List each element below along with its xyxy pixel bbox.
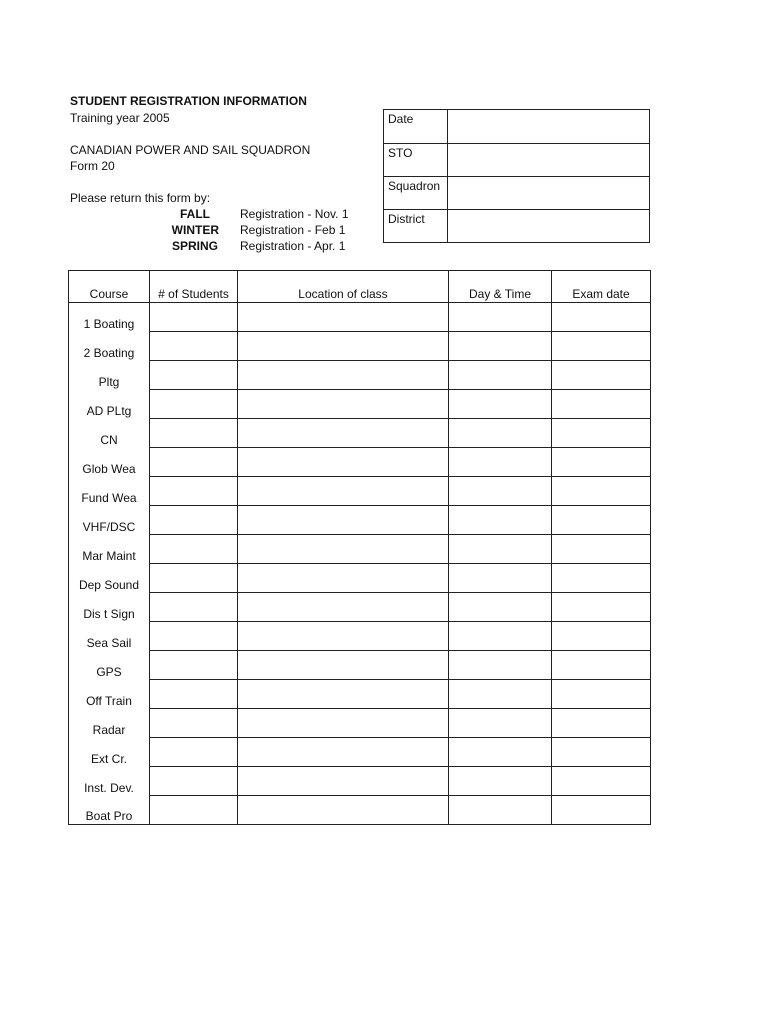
students-cell[interactable] — [150, 651, 238, 680]
students-cell[interactable] — [150, 332, 238, 361]
column-header-day-time: Day & Time — [449, 271, 552, 303]
location-cell[interactable] — [238, 593, 449, 622]
training-year: Training year 2005 — [70, 111, 170, 125]
table-row — [69, 419, 651, 448]
deadline-season-winter: WINTER — [171, 223, 219, 237]
location-cell[interactable] — [238, 303, 449, 332]
exam-date-cell[interactable] — [552, 738, 651, 767]
day-time-cell[interactable] — [449, 738, 552, 767]
course-name-cell: Inst. Dev. — [69, 767, 150, 796]
students-cell[interactable] — [150, 390, 238, 419]
exam-date-cell[interactable] — [552, 593, 651, 622]
course-name-cell: Ext Cr. — [69, 738, 150, 767]
course-table-body — [69, 303, 651, 825]
course-name-cell: Mar Maint — [69, 535, 150, 564]
course-name-cell: Sea Sail — [69, 622, 150, 651]
location-cell[interactable] — [238, 448, 449, 477]
students-cell[interactable] — [150, 593, 238, 622]
exam-date-cell[interactable] — [552, 303, 651, 332]
deadline-text-fall: Registration - Nov. 1 — [240, 207, 349, 221]
course-name-cell: Dis t Sign — [69, 593, 150, 622]
course-name-cell: Glob Wea — [69, 448, 150, 477]
course-name-cell: 1 Boating — [69, 303, 150, 332]
day-time-cell[interactable] — [449, 477, 552, 506]
day-time-cell[interactable] — [449, 651, 552, 680]
location-cell[interactable] — [238, 738, 449, 767]
info-label-date: Date — [384, 110, 448, 143]
day-time-cell[interactable] — [449, 390, 552, 419]
organization-name: CANADIAN POWER AND SAIL SQUADRON — [70, 143, 311, 157]
info-row-sto — [384, 144, 650, 177]
course-name-cell: VHF/DSC — [69, 506, 150, 535]
exam-date-cell[interactable] — [552, 419, 651, 448]
location-cell[interactable] — [238, 622, 449, 651]
column-header-location: Location of class — [238, 271, 449, 303]
table-row — [69, 651, 651, 680]
info-label-sto: STO — [384, 144, 448, 176]
return-prompt: Please return this form by: — [70, 191, 211, 205]
students-cell[interactable] — [150, 767, 238, 796]
exam-date-cell[interactable] — [552, 709, 651, 738]
exam-date-cell[interactable] — [552, 767, 651, 796]
location-cell[interactable] — [238, 390, 449, 419]
location-cell[interactable] — [238, 506, 449, 535]
table-header-row — [69, 271, 651, 303]
course-name-cell: Pltg — [69, 361, 150, 390]
location-cell[interactable] — [238, 477, 449, 506]
exam-date-cell[interactable] — [552, 796, 651, 825]
table-row — [69, 361, 651, 390]
course-name-cell: GPS — [69, 651, 150, 680]
students-cell[interactable] — [150, 564, 238, 593]
day-time-cell[interactable] — [449, 622, 552, 651]
course-name-cell: Dep Sound — [69, 564, 150, 593]
info-label-squadron: Squadron — [384, 177, 448, 209]
location-cell[interactable] — [238, 535, 449, 564]
location-cell[interactable] — [238, 361, 449, 390]
table-row — [69, 332, 651, 361]
students-cell[interactable] — [150, 622, 238, 651]
table-row — [69, 796, 651, 825]
table-row — [69, 477, 651, 506]
day-time-cell[interactable] — [449, 506, 552, 535]
students-cell[interactable] — [150, 506, 238, 535]
location-cell[interactable] — [238, 796, 449, 825]
location-cell[interactable] — [238, 419, 449, 448]
exam-date-cell[interactable] — [552, 622, 651, 651]
location-cell[interactable] — [238, 651, 449, 680]
exam-date-cell[interactable] — [552, 680, 651, 709]
table-row — [69, 448, 651, 477]
location-cell[interactable] — [238, 680, 449, 709]
squadron-field[interactable] — [448, 177, 650, 209]
course-table — [68, 270, 651, 825]
students-cell[interactable] — [150, 303, 238, 332]
day-time-cell[interactable] — [449, 564, 552, 593]
info-label-district: District — [384, 210, 448, 242]
table-row — [69, 680, 651, 709]
location-cell[interactable] — [238, 709, 449, 738]
course-name-cell: Fund Wea — [69, 477, 150, 506]
table-row — [69, 303, 651, 332]
exam-date-cell[interactable] — [552, 332, 651, 361]
table-row — [69, 767, 651, 796]
table-row — [69, 390, 651, 419]
info-row-district — [384, 210, 650, 243]
students-cell[interactable] — [150, 477, 238, 506]
exam-date-cell[interactable] — [552, 564, 651, 593]
exam-date-cell[interactable] — [552, 361, 651, 390]
day-time-cell[interactable] — [449, 303, 552, 332]
day-time-cell[interactable] — [449, 419, 552, 448]
exam-date-cell[interactable] — [552, 651, 651, 680]
students-cell[interactable] — [150, 796, 238, 825]
course-name-cell: Off Train — [69, 680, 150, 709]
sto-field[interactable] — [448, 144, 650, 176]
table-row — [69, 593, 651, 622]
table-row — [69, 564, 651, 593]
location-cell[interactable] — [238, 332, 449, 361]
column-header-students: # of Students — [150, 271, 238, 303]
course-name-cell: Boat Pro — [69, 796, 150, 825]
day-time-cell[interactable] — [449, 535, 552, 564]
location-cell[interactable] — [238, 564, 449, 593]
students-cell[interactable] — [150, 361, 238, 390]
column-header-course: Course — [69, 271, 150, 303]
date-field[interactable] — [448, 110, 650, 143]
course-name-cell: CN — [69, 419, 150, 448]
exam-date-cell[interactable] — [552, 535, 651, 564]
exam-date-cell[interactable] — [552, 448, 651, 477]
form-title: STUDENT REGISTRATION INFORMATION — [70, 94, 307, 108]
course-name-cell: 2 Boating — [69, 332, 150, 361]
day-time-cell[interactable] — [449, 767, 552, 796]
exam-date-cell[interactable] — [552, 390, 651, 419]
students-cell[interactable] — [150, 709, 238, 738]
column-header-exam-date: Exam date — [552, 271, 651, 303]
day-time-cell[interactable] — [449, 361, 552, 390]
day-time-cell[interactable] — [449, 680, 552, 709]
students-cell[interactable] — [150, 419, 238, 448]
info-row-date — [384, 110, 650, 144]
day-time-cell[interactable] — [449, 593, 552, 622]
info-box — [383, 109, 650, 243]
day-time-cell[interactable] — [449, 796, 552, 825]
day-time-cell[interactable] — [449, 332, 552, 361]
exam-date-cell[interactable] — [552, 506, 651, 535]
day-time-cell[interactable] — [449, 448, 552, 477]
location-cell[interactable] — [238, 767, 449, 796]
table-row — [69, 506, 651, 535]
deadline-text-spring: Registration - Apr. 1 — [240, 239, 346, 253]
students-cell[interactable] — [150, 535, 238, 564]
exam-date-cell[interactable] — [552, 477, 651, 506]
deadline-season-spring: SPRING — [171, 239, 218, 253]
course-name-cell: Radar — [69, 709, 150, 738]
info-row-squadron — [384, 177, 650, 210]
table-row — [69, 622, 651, 651]
students-cell[interactable] — [150, 448, 238, 477]
table-row — [69, 738, 651, 767]
students-cell[interactable] — [150, 738, 238, 767]
day-time-cell[interactable] — [449, 709, 552, 738]
district-field[interactable] — [448, 210, 650, 242]
table-row — [69, 535, 651, 564]
deadline-text-winter: Registration - Feb 1 — [240, 223, 346, 237]
students-cell[interactable] — [150, 680, 238, 709]
table-row — [69, 709, 651, 738]
form-number: Form 20 — [70, 159, 115, 173]
deadline-season-fall: FALL — [180, 207, 210, 221]
course-name-cell: AD PLtg — [69, 390, 150, 419]
